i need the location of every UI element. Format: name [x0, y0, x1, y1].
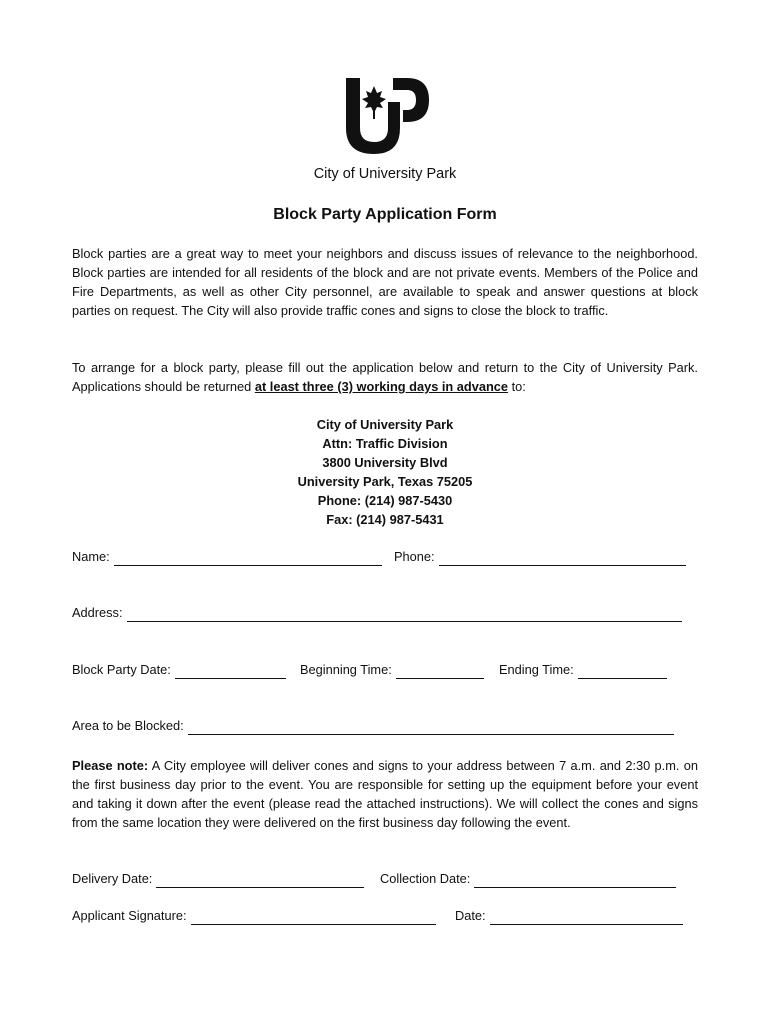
note-label: Please note: [72, 758, 149, 773]
beginning-time-label: Beginning Time: [300, 662, 392, 677]
mailing-address [0, 415, 770, 529]
delivery-date-field[interactable] [156, 873, 364, 888]
phone-label: Phone: [394, 549, 435, 564]
ending-time-field[interactable] [578, 664, 667, 679]
address-field[interactable] [127, 607, 682, 622]
phone-field[interactable] [439, 551, 686, 566]
note-text: A City employee will deliver cones and signs to your address between 7 a.m. and 2:30 p.m. on the first business day prior to the event. You are responsible for setting up the equipment before your event and taking it down after the event (please read the attached instructions). We will collect the cones and signs from the same location they were delivered on the first business day following the event. [72, 758, 698, 830]
collection-date-label: Collection Date: [380, 871, 471, 886]
instructions-text: To arrange for a block party, please fill out the application below and return to the City of University Park. Applications should be returned [72, 360, 698, 394]
area-blocked-label: Area to be Blocked: [72, 718, 184, 733]
area-blocked-field[interactable] [188, 720, 674, 735]
leaf-icon [362, 86, 386, 119]
address-line: University Park, Texas 75205 [297, 474, 473, 489]
name-label: Name: [72, 549, 110, 564]
instructions-tail: to: [508, 379, 526, 394]
date-field[interactable] [490, 910, 683, 925]
form-title: Block Party Application Form [273, 206, 497, 223]
name-field[interactable] [114, 551, 382, 566]
delivery-date-label: Delivery Date: [72, 871, 153, 886]
date-label: Date: [455, 908, 486, 923]
intro-paragraph: Block parties are a great way to meet your neighbors and discuss issues of relevance to the neighborhood. Block parties are intended for all residents of the block and are not private events. Members of the Police and Fire Departments, as well as other City personnel, are available to speak and answer questions at block parties on request. The City will also provide traffic cones and signs to close the block to traffic. [72, 246, 698, 318]
address-label: Address: [72, 605, 123, 620]
ending-time-label: Ending Time: [499, 662, 574, 677]
address-line: 3800 University Blvd [322, 455, 448, 470]
applicant-signature-label: Applicant Signature: [72, 908, 187, 923]
block-party-date-field[interactable] [175, 664, 286, 679]
address-line: Phone: (214) 987-5430 [317, 493, 453, 508]
applicant-signature-field[interactable] [191, 910, 436, 925]
collection-date-field[interactable] [474, 873, 676, 888]
beginning-time-field[interactable] [396, 664, 484, 679]
address-line: Attn: Traffic Division [322, 436, 448, 451]
address-line: Fax: (214) 987-5431 [326, 512, 444, 527]
city-logo [343, 76, 431, 156]
address-line: City of University Park [316, 417, 454, 432]
instructions-paragraph [72, 358, 698, 396]
please-note [72, 756, 698, 832]
deadline-emphasis: at least three (3) working days in advance [254, 379, 509, 394]
block-party-date-label: Block Party Date: [72, 662, 171, 677]
city-name: City of University Park [313, 166, 457, 182]
